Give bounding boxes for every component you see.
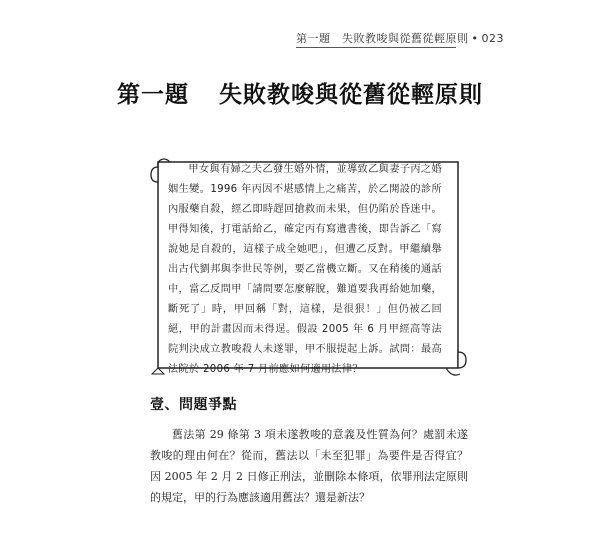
- chapter-number: 第一題: [117, 82, 189, 108]
- running-head: 第一題 失敗教唆與從舊從輕原則 • 023: [296, 32, 504, 45]
- running-head-title: 第一題 失敗教唆與從舊從輕原則: [296, 32, 469, 45]
- page-number: 023: [481, 32, 504, 45]
- case-facts: [168, 160, 442, 380]
- section-heading: 壹、問題爭點: [150, 397, 237, 413]
- case-paragraph: 甲女與有婦之夫乙發生婚外情，並導致乙與妻子丙之婚姻生變。1996 年丙因不堪感情上之痛苦，於乙開設的診所內服藥自殺，經乙即時趕回搶救而未果，但仍陷於昏迷中。甲得知後，打電話給乙，確定丙有寫遺書後，即告訴乙「寫說她是自殺的，這樣子成全她吧」，但遭乙反對。甲繼續舉出古代劉邦與李世民等例，要乙當機立斷。又在稍後的通話中，當乙反問甲「請問要怎麼解脫，難道要我再給她加藥，斷死了」時，甲回稱「對，這樣，是很狠！」但仍被乙回絕，甲的計畫因而未得逞。假設 2005 年 6 月甲經高等法院判決成立教唆殺人未遂罪，甲不服提起上訴。試問：最高法院於 2006 年 7 月前應如何適用法律？: [168, 164, 442, 375]
- section-paragraph: 舊法第 29 條第 3 項未遂教唆的意義及性質為何？處罰未遂教唆的理由何在？從而，舊法以「未至犯罪」為要件是否得宜？因 2005 年 2 月 2 日修正刑法，並刪除本條項，依罪刑法定原則的規定，甲的行為應該適用舊法？還是新法？: [150, 428, 468, 504]
- chapter-name: 失敗教唆與從舊從輕原則: [219, 82, 483, 108]
- header-rule: [296, 47, 456, 48]
- chapter-title: [0, 76, 600, 109]
- section-body: [150, 424, 468, 508]
